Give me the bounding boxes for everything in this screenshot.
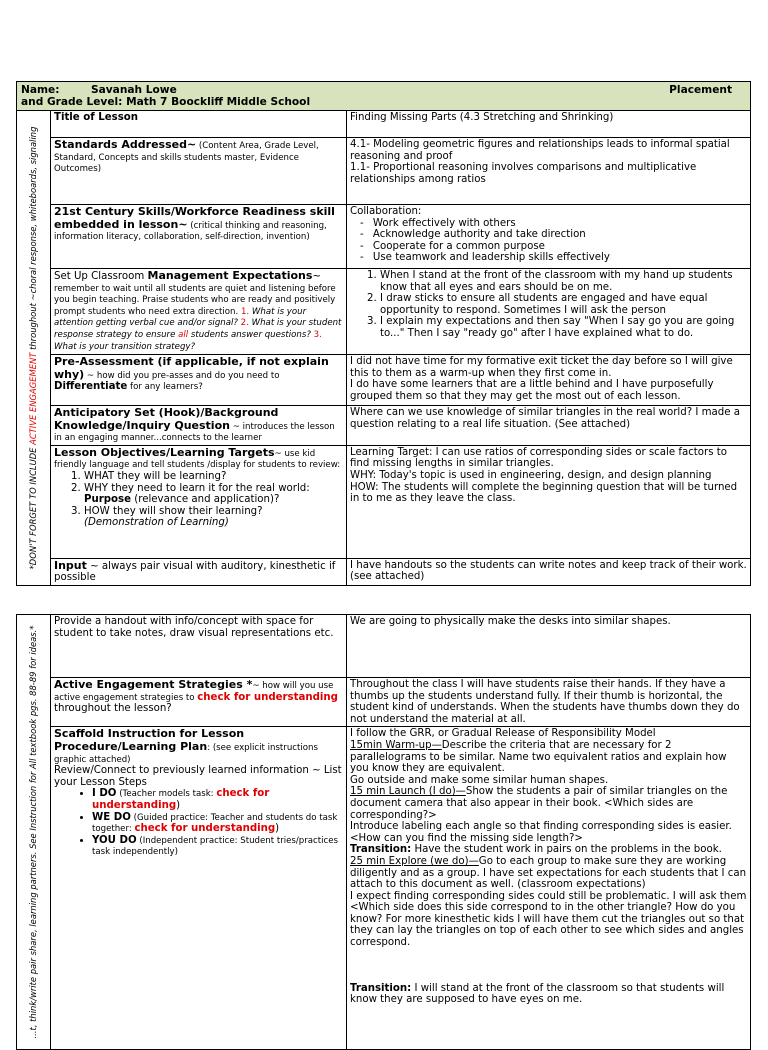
- name-label: Name:: [21, 84, 60, 96]
- list-item: 1. When I stand at the front of the classroom with my hand up students know that all eyes and ears should be on me.: [380, 270, 747, 293]
- lesson-plan-table-1: [16, 81, 751, 586]
- scaffold-value-cell: I follow the GRR, or Gradual Release of Responsibility Model 15min Warm-up—Describe the criteria that are necessary for 2 parallelograms to be similar. Name two equivalent ratios and explain how you know they are equivalent. Go outside and make some similar human shapes. 15 min Launch (I do)—Show the students a pair of similar triangles on the document camera that also appear in their book. <Which sides are corresponding?> Introduce labeling each angle so that finding corresponding sides is easier. <How can you find the missing side length?> Transition: Have the student work in pairs on the problems in the book. 25 min Explore (we do)—Go to each group to make sure they are working diligently and as a group. I have set expectations for each students that I can attach to this document as well. (classroom expectations) I expect finding corresponding sides could still be problematic. I will ask them <Which side does this side correspond to in the other triangle? How do you know? For more kinesthetic kids I will have them cut the triangles out so that they can lay the triangles on top of each other to see which sides and angles correspond. Transition: I will stand at the front of the classroom so that students will know they are supposed to have eyes on me.: [347, 727, 751, 1050]
- list-item: 3. I explain my expectations and then say "When I say go you are going to..." Then I say "ready go" after I have explained what to do.: [380, 316, 747, 339]
- engagement-value-cell: Throughout the class I will have students raise their hands. If they have a thumbs up the students understand fully. If their thumb is horizontal, the student kind of understands. When the students have thumbs down they do not understand the material at all.: [347, 678, 751, 727]
- placement-label: Placement: [669, 84, 733, 96]
- objectives-row: [17, 445, 751, 558]
- title-label: Title of Lesson: [51, 111, 347, 138]
- scaffold-label-cell: Scaffold Instruction for Lesson Procedure/Learning Plan: (see explicit instructions graphic attached) Review/Connect to previously learned information ~ List your Lesson Steps • I DO (Teacher models task: check for understanding) • WE DO (Guided practice: Teacher and students do task together: check for understanding) • YOU DO (Independent practice: Student tries/practices task independently): [51, 727, 347, 1050]
- preassessment-label-cell: Pre-Assessment (if applicable, if not explain why) ~ how did you pre-asses and do you need to Differentiate for any learners?: [51, 355, 347, 406]
- header-row: [17, 82, 751, 111]
- sidebar-ideas: [17, 615, 51, 1050]
- list-item: - Use teamwork and leadership skills effectively: [360, 252, 747, 264]
- management-row: [17, 269, 751, 355]
- management-list: [350, 270, 747, 340]
- list-item: • WE DO (Guided practice: Teacher and students do task together: check for understanding): [92, 812, 343, 835]
- skills-label-cell: 21st Century Skills/Workforce Readiness skill embedded in lesson~ (critical thinking and reasoning, information literacy, collaboration, self-direction, invention): [51, 205, 347, 269]
- lesson-plan-table-2: [16, 614, 751, 1050]
- list-item: • I DO (Teacher models task: check for understanding): [92, 788, 343, 811]
- skills-value-cell: Collaboration: - Work effectively with others - Acknowledge authority and take direction - Cooperate for a common purpose - Use teamwork and leadership skills effectively: [347, 205, 751, 269]
- list-item: - Acknowledge authority and take direction: [360, 229, 747, 241]
- handout-label-cell: Provide a handout with info/concept with space for student to take notes, draw visual representations etc.: [51, 615, 347, 678]
- anticipatory-label-cell: Anticipatory Set (Hook)/Background Knowledge/Inquiry Question ~ introduces the lesson in an engaging manner...connects to the learner: [51, 406, 347, 446]
- standards-row: [17, 138, 751, 205]
- list-item: 2. WHY they need to learn it for the real world: Purpose (relevance and application)?: [84, 483, 343, 506]
- management-value-cell: [347, 269, 751, 355]
- anticipatory-value-cell: Where can we use knowledge of similar triangles in the real world? I made a question relating to a real life situation. (See attached): [347, 406, 751, 446]
- list-item: • YOU DO (Independent practice: Student tries/practices task independently): [92, 835, 343, 858]
- list-item: - Cooperate for a common purpose: [360, 241, 747, 253]
- sidebar-ideas-text: ...t, think/write pair share, learning partners. See Instruction for All textbook pgs. 88-89 for ideas.*: [27, 625, 38, 1039]
- list-item: - Work effectively with others: [360, 218, 747, 230]
- handout-value-cell: We are going to physically make the desks into similar shapes.: [347, 615, 751, 678]
- list-item: 1. WHAT they will be learning?: [84, 471, 343, 483]
- scaffold-steps-list: [54, 788, 343, 858]
- sidebar-engagement: [17, 111, 51, 586]
- handout-row: [17, 615, 751, 678]
- input-value-cell: I have handouts so the students can write notes and keep track of their work. (see attached): [347, 558, 751, 585]
- scaffold-row: [17, 727, 751, 1050]
- input-label-cell: Input ~ always pair visual with auditory, kinesthetic if possible: [51, 558, 347, 585]
- skills-row: [17, 205, 751, 269]
- list-item: 2. I draw sticks to ensure all students are engaged and have equal opportunity to respond. Sometimes I will ask the person: [380, 293, 747, 316]
- standards-label-cell: Standards Addressed~ (Content Area, Grade Level, Standard, Concepts and skills students master, Evidence Outcomes): [51, 138, 347, 205]
- objectives-list: [54, 471, 343, 529]
- engagement-label-cell: Active Engagement Strategies *~ how will you use active engagement strategies to check for understanding throughout the lesson?: [51, 678, 347, 727]
- list-item: 3. HOW they will show their learning? (Demonstration of Learning): [84, 506, 343, 529]
- standards-value-cell: 4.1- Modeling geometric figures and relationships leads to informal spatial reasoning and proof 1.1- Proportional reasoning involves comparisons and multiplicative relationships among ratios: [347, 138, 751, 205]
- objectives-label-cell: Lesson Objectives/Learning Targets~ use kid friendly language and tell students /display for students to review: 1. WHAT they will be learning? 2. WHY they need to learn it for the real world: Purpose (relevance and application)? 3. HOW they will show their learning? (Demonstration of Learning): [51, 445, 347, 558]
- sidebar-engagement-text: *DON'T FORGET TO INCLUDE ACTIVE ENGAGEMENT throughout ~choral response, whiteboards, signaling: [27, 126, 38, 570]
- preassessment-value-cell: I did not have time for my formative exit ticket the day before so I will give this to them as a warm-up when they first come in. I do have some learners that are a little behind and I have purposefully grouped them so that they may get the most out of each lesson.: [347, 355, 751, 406]
- grade-line: and Grade Level: Math 7 Boockliff Middle School: [21, 96, 311, 108]
- engagement-row: [17, 678, 751, 727]
- skills-list: [350, 218, 747, 264]
- preassessment-row: [17, 355, 751, 406]
- management-label-cell: Set Up Classroom Management Expectations~ remember to wait until all students are quiet and listening before you begin teaching. Praise students who are ready and positively prompt students who need extra direction. 1. What is your attention getting verbal cue and/or signal? 2. What is your student response strategy to ensure all students answer questions? 3. What is your transition strategy?: [51, 269, 347, 355]
- title-row: [17, 111, 751, 138]
- name-value: Savanah Lowe: [91, 84, 177, 96]
- objectives-value-cell: Learning Target: I can use ratios of corresponding sides or scale factors to find missing lengths in similar triangles. WHY: Today's topic is used in engineering, design, and design planning HOW: The students will complete the beginning question that will be turned in to me as they leave the class.: [347, 445, 751, 558]
- header-cell: [17, 82, 751, 111]
- anticipatory-row: [17, 406, 751, 446]
- input-row: [17, 558, 751, 585]
- title-value: Finding Missing Parts (4.3 Stretching and Shrinking): [347, 111, 751, 138]
